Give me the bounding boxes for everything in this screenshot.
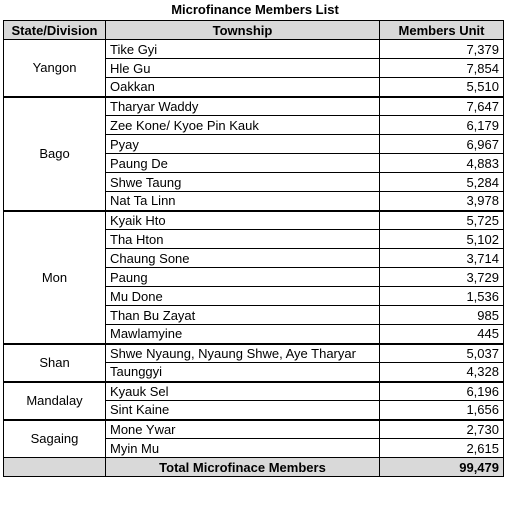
township-cell: Oakkan <box>106 78 380 97</box>
total-spacer <box>4 458 106 477</box>
members-cell: 3,714 <box>380 249 504 268</box>
state-cell: Sagaing <box>4 420 106 458</box>
header-state: State/Division <box>4 21 106 40</box>
township-cell: Taunggyi <box>106 363 380 382</box>
township-cell: Shwe Nyaung, Nyaung Shwe, Aye Tharyar <box>106 344 380 363</box>
members-cell: 5,284 <box>380 173 504 192</box>
members-cell: 5,725 <box>380 211 504 230</box>
table-row <box>4 420 504 439</box>
table-row <box>4 40 504 59</box>
township-cell: Tharyar Waddy <box>106 97 380 116</box>
table-row <box>4 97 504 116</box>
table-body <box>4 40 504 458</box>
township-cell: Zee Kone/ Kyoe Pin Kauk <box>106 116 380 135</box>
township-cell: Chaung Sone <box>106 249 380 268</box>
table-row <box>4 344 504 363</box>
table-title: Microfinance Members List <box>171 2 339 17</box>
township-cell: Shwe Taung <box>106 173 380 192</box>
members-cell: 7,379 <box>380 40 504 59</box>
members-cell: 2,615 <box>380 439 504 458</box>
township-cell: Pyay <box>106 135 380 154</box>
township-cell: Hle Gu <box>106 59 380 78</box>
township-cell: Myin Mu <box>106 439 380 458</box>
table-row <box>4 382 504 401</box>
state-cell: Mon <box>4 211 106 344</box>
table-row <box>4 211 504 230</box>
township-cell: Paung <box>106 268 380 287</box>
township-cell: Paung De <box>106 154 380 173</box>
state-cell: Mandalay <box>4 382 106 420</box>
township-cell: Sint Kaine <box>106 401 380 420</box>
members-cell: 1,656 <box>380 401 504 420</box>
township-cell: Nat Ta Linn <box>106 192 380 211</box>
state-cell: Shan <box>4 344 106 382</box>
members-cell: 4,883 <box>380 154 504 173</box>
header-members: Members Unit <box>380 21 504 40</box>
header-township: Township <box>106 21 380 40</box>
members-cell: 445 <box>380 325 504 344</box>
total-label: Total Microfinace Members <box>106 458 380 477</box>
members-cell: 7,854 <box>380 59 504 78</box>
header-row <box>4 21 504 40</box>
members-cell: 985 <box>380 306 504 325</box>
members-cell: 5,510 <box>380 78 504 97</box>
township-cell: Tike Gyi <box>106 40 380 59</box>
members-cell: 4,328 <box>380 363 504 382</box>
township-cell: Mu Done <box>106 287 380 306</box>
township-cell: Kyaik Hto <box>106 211 380 230</box>
members-cell: 2,730 <box>380 420 504 439</box>
members-cell: 3,729 <box>380 268 504 287</box>
members-cell: 6,196 <box>380 382 504 401</box>
total-row <box>4 458 504 477</box>
members-cell: 5,102 <box>380 230 504 249</box>
state-cell: Yangon <box>4 40 106 97</box>
members-cell: 5,037 <box>380 344 504 363</box>
members-cell: 6,967 <box>380 135 504 154</box>
members-table <box>3 20 504 477</box>
members-cell: 3,978 <box>380 192 504 211</box>
members-cell: 7,647 <box>380 97 504 116</box>
township-cell: Than Bu Zayat <box>106 306 380 325</box>
township-cell: Tha Hton <box>106 230 380 249</box>
state-cell: Bago <box>4 97 106 211</box>
members-cell: 6,179 <box>380 116 504 135</box>
township-cell: Mawlamyine <box>106 325 380 344</box>
members-cell: 1,536 <box>380 287 504 306</box>
township-cell: Mone Ywar <box>106 420 380 439</box>
township-cell: Kyauk Sel <box>106 382 380 401</box>
total-members: 99,479 <box>380 458 504 477</box>
